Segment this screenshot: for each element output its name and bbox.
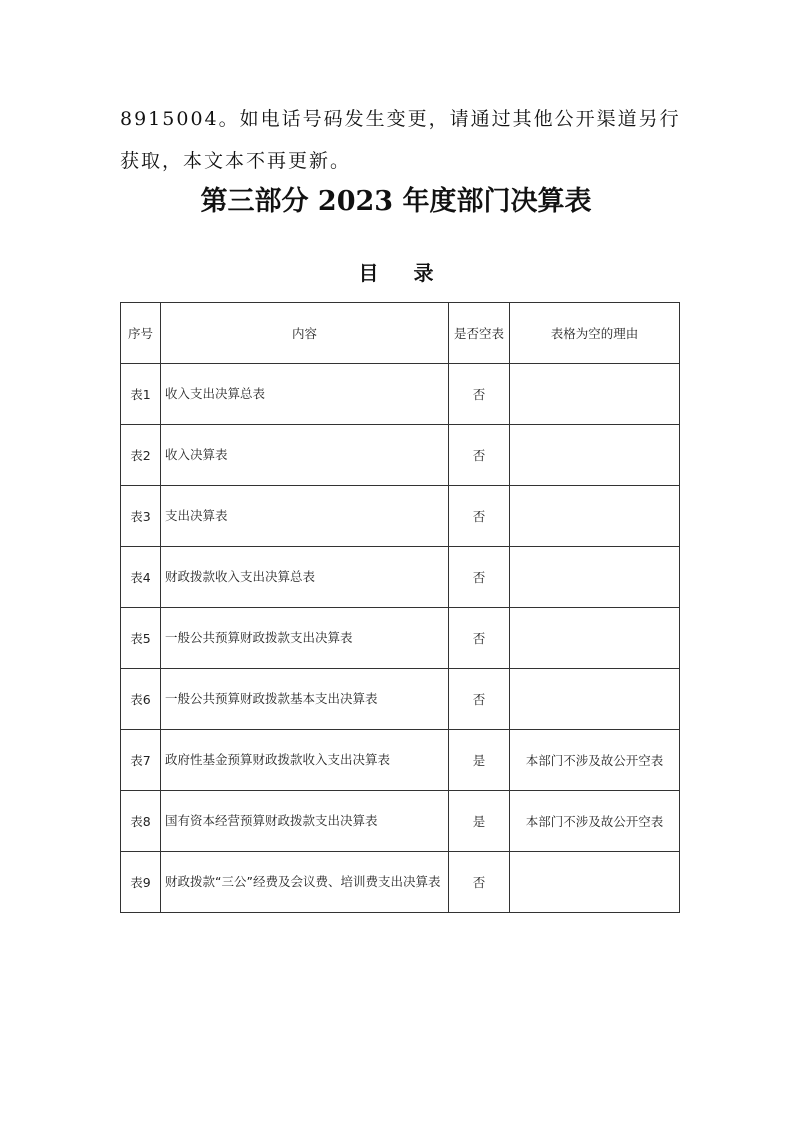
- row-no: 表5: [121, 608, 161, 669]
- row-is-empty: 是: [449, 730, 510, 791]
- row-no: 表2: [121, 425, 161, 486]
- row-no: 表3: [121, 486, 161, 547]
- row-content: 支出决算表: [161, 486, 449, 547]
- row-no: 表7: [121, 730, 161, 791]
- header-no: 序号: [121, 303, 161, 364]
- table-header-row: [121, 303, 680, 364]
- row-is-empty: 否: [449, 852, 510, 913]
- row-reason: [510, 486, 680, 547]
- toc-table: [120, 302, 680, 913]
- row-content: 国有资本经营预算财政拨款支出决算表: [161, 791, 449, 852]
- table-row: [121, 547, 680, 608]
- row-no: 表6: [121, 669, 161, 730]
- row-reason: [510, 364, 680, 425]
- row-content: 政府性基金预算财政拨款收入支出决算表: [161, 730, 449, 791]
- row-is-empty: 否: [449, 425, 510, 486]
- table-row: [121, 669, 680, 730]
- row-reason: 本部门不涉及故公开空表: [510, 791, 680, 852]
- table-row: [121, 364, 680, 425]
- table-row: [121, 852, 680, 913]
- row-content: 财政拨款“三公”经费及会议费、培训费支出决算表: [161, 852, 449, 913]
- row-reason: 本部门不涉及故公开空表: [510, 730, 680, 791]
- intro-paragraph: [120, 98, 680, 182]
- header-content: 内容: [161, 303, 449, 364]
- row-reason: [510, 669, 680, 730]
- row-content: 收入支出决算总表: [161, 364, 449, 425]
- row-is-empty: 否: [449, 669, 510, 730]
- table-row: [121, 791, 680, 852]
- table-row: [121, 486, 680, 547]
- row-content: 财政拨款收入支出决算总表: [161, 547, 449, 608]
- intro-line-1: 8915004。如电话号码发生变更，请通过其他公开渠道另行: [120, 108, 681, 130]
- row-reason: [510, 425, 680, 486]
- row-no: 表4: [121, 547, 161, 608]
- row-no: 表8: [121, 791, 161, 852]
- row-is-empty: 否: [449, 608, 510, 669]
- row-content: 一般公共预算财政拨款基本支出决算表: [161, 669, 449, 730]
- row-is-empty: 否: [449, 364, 510, 425]
- row-no: 表1: [121, 364, 161, 425]
- row-content: 一般公共预算财政拨款支出决算表: [161, 608, 449, 669]
- row-is-empty: 否: [449, 486, 510, 547]
- row-reason: [510, 547, 680, 608]
- row-is-empty: 是: [449, 791, 510, 852]
- table-row: [121, 425, 680, 486]
- header-is-empty: 是否空表: [449, 303, 510, 364]
- table-row: [121, 608, 680, 669]
- row-reason: [510, 608, 680, 669]
- row-content: 收入决算表: [161, 425, 449, 486]
- toc-title: 目 录: [358, 261, 448, 285]
- row-reason: [510, 852, 680, 913]
- row-no: 表9: [121, 852, 161, 913]
- header-reason: 表格为空的理由: [510, 303, 680, 364]
- section-title: 第三部分 2023 年度部门决算表: [200, 186, 592, 217]
- intro-line-2: 获取，本文本不再更新。: [120, 150, 352, 172]
- row-is-empty: 否: [449, 547, 510, 608]
- table-row: [121, 730, 680, 791]
